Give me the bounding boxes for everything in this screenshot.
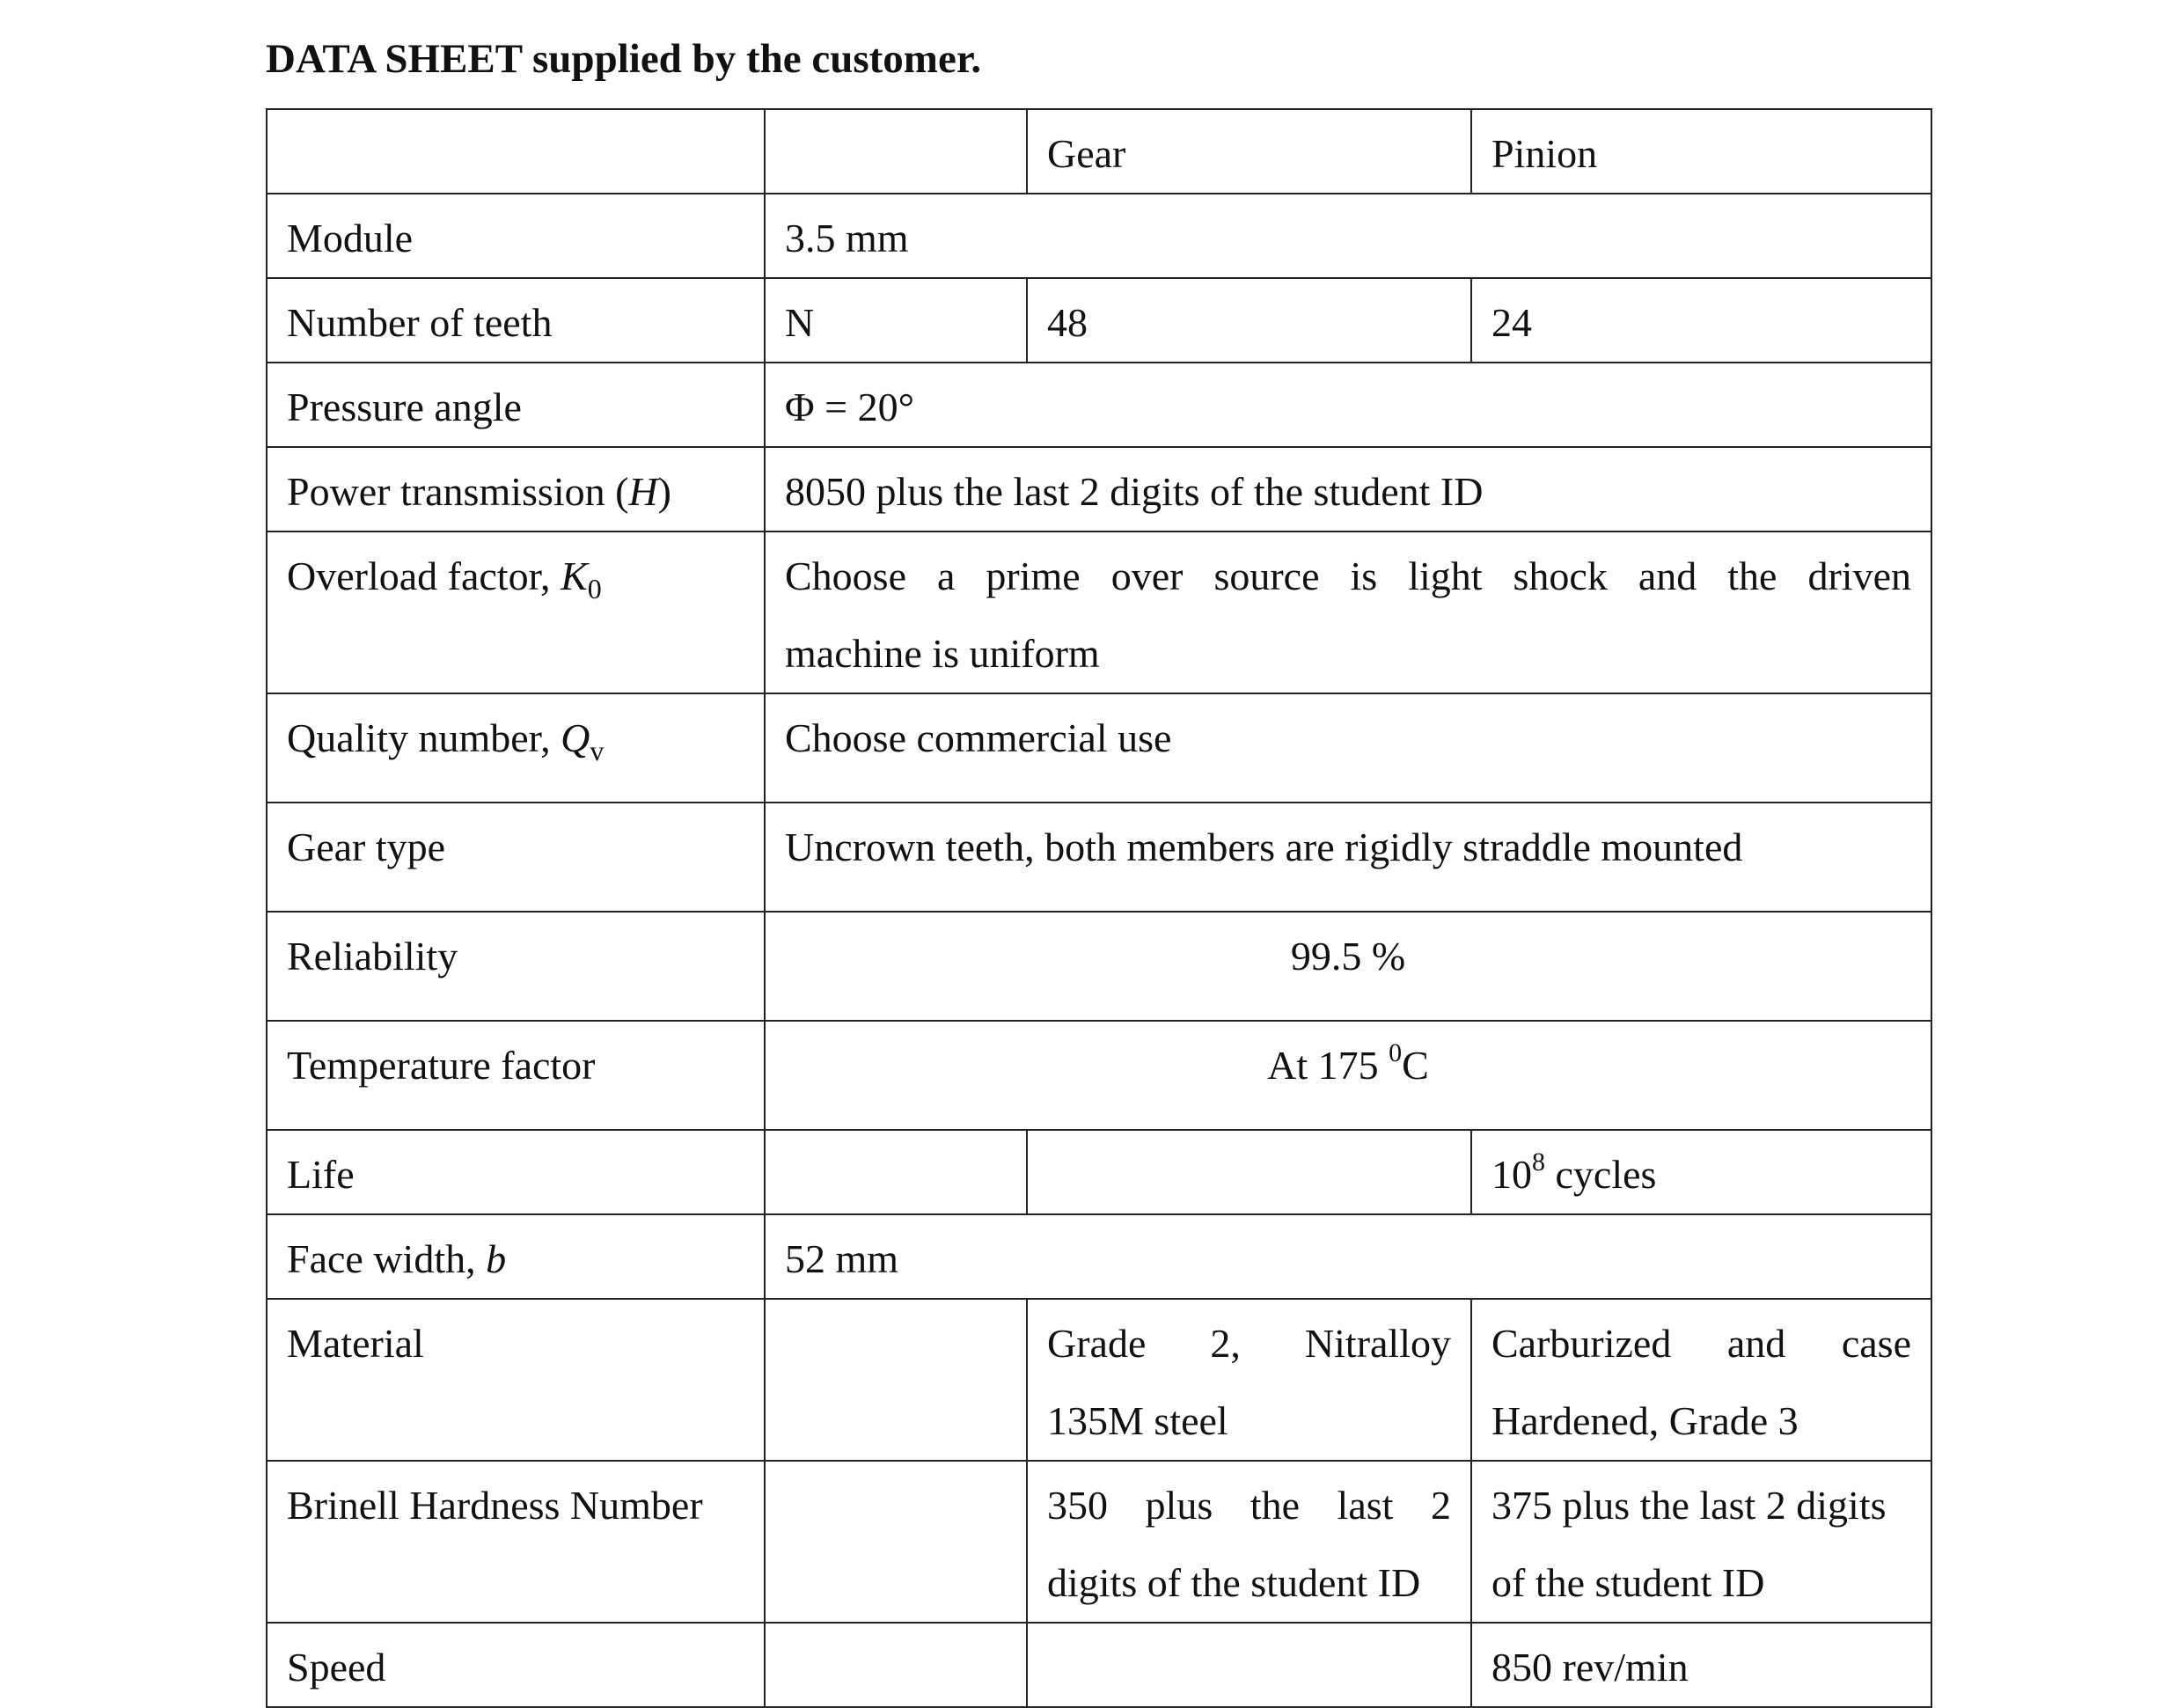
- overload-label-symbol: K: [561, 553, 588, 598]
- quality-label: [267, 693, 765, 803]
- reliability-value: 99.5 %: [765, 912, 1931, 1021]
- face-width-label-symbol: b: [486, 1236, 507, 1281]
- module-label: Module: [267, 194, 765, 278]
- row-gear-type: [267, 803, 1931, 912]
- hardness-gear-line2: digits of the student ID: [1047, 1560, 1421, 1605]
- row-life: [267, 1130, 1931, 1214]
- module-value: 3.5 mm: [765, 194, 1931, 278]
- quality-label-subscript: v: [590, 735, 605, 767]
- life-pinion-exponent: 8: [1532, 1147, 1545, 1177]
- row-module: [267, 194, 1931, 278]
- row-speed: [267, 1623, 1931, 1707]
- material-gear-line1: Grade 2, Nitralloy: [1047, 1321, 1451, 1366]
- material-label: Material: [267, 1299, 765, 1461]
- data-sheet-table: [266, 108, 1932, 1708]
- power-label-suffix: ): [657, 469, 671, 514]
- overload-value-line1: Choose a prime over source is light shock and the driven: [785, 553, 1911, 598]
- hardness-gear-line1: 350 plus the last 2: [1047, 1483, 1451, 1528]
- overload-label-prefix: Overload factor,: [287, 553, 561, 598]
- temperature-value-prefix: At 175: [1267, 1043, 1389, 1088]
- row-overload-factor: [267, 531, 1931, 693]
- hardness-pinion-line2: of the student ID: [1491, 1560, 1765, 1605]
- page-heading: DATA SHEET supplied by the customer.: [266, 36, 982, 82]
- face-width-label: [267, 1214, 765, 1299]
- row-reliability: [267, 912, 1931, 1021]
- reliability-label: Reliability: [267, 912, 765, 1021]
- material-symbol-cell: [765, 1299, 1027, 1461]
- material-pinion-value: [1471, 1299, 1931, 1461]
- row-power-transmission: [267, 447, 1931, 531]
- pressure-angle-value: Φ = 20°: [765, 363, 1931, 447]
- hardness-symbol-cell: [765, 1461, 1027, 1623]
- teeth-pinion-value: 24: [1471, 278, 1931, 363]
- power-label-prefix: Power transmission (: [287, 469, 629, 514]
- temperature-value: [765, 1021, 1931, 1130]
- quality-label-symbol: Q: [561, 715, 590, 760]
- speed-gear-cell: [1027, 1623, 1471, 1707]
- overload-value-line2: machine is uniform: [785, 631, 1100, 676]
- power-value: 8050 plus the last 2 digits of the student ID: [765, 447, 1931, 531]
- material-gear-value: [1027, 1299, 1471, 1461]
- speed-symbol-cell: [765, 1623, 1027, 1707]
- power-label: [267, 447, 765, 531]
- hardness-gear-value: [1027, 1461, 1471, 1623]
- header-cell-gear: Gear: [1027, 109, 1471, 194]
- header-cell-symbol: [765, 109, 1027, 194]
- row-material: [267, 1299, 1931, 1461]
- material-pinion-line2: Hardened, Grade 3: [1491, 1398, 1799, 1443]
- hardness-pinion-line1: 375 plus the last 2 digits: [1491, 1483, 1887, 1528]
- life-pinion-base: 10: [1491, 1152, 1532, 1197]
- overload-label-subscript: 0: [587, 573, 602, 605]
- life-pinion-suffix: cycles: [1545, 1152, 1657, 1197]
- life-pinion-value: [1471, 1130, 1931, 1214]
- temperature-unit: C: [1402, 1043, 1429, 1088]
- row-number-of-teeth: [267, 278, 1931, 363]
- material-gear-line2: 135M steel: [1047, 1398, 1228, 1443]
- speed-label: Speed: [267, 1623, 765, 1707]
- row-temperature-factor: [267, 1021, 1931, 1130]
- row-brinell-hardness: [267, 1461, 1931, 1623]
- hardness-label: Brinell Hardness Number: [267, 1461, 765, 1623]
- pressure-angle-label: Pressure angle: [267, 363, 765, 447]
- teeth-gear-value: 48: [1027, 278, 1471, 363]
- quality-value: Choose commercial use: [765, 693, 1931, 803]
- row-quality-number: [267, 693, 1931, 803]
- temperature-degree-sup: 0: [1389, 1037, 1403, 1067]
- teeth-label: Number of teeth: [267, 278, 765, 363]
- overload-label: [267, 531, 765, 693]
- header-row: [267, 109, 1931, 194]
- gear-type-value: Uncrown teeth, both members are rigidly straddle mounted: [765, 803, 1931, 912]
- speed-pinion-value: 850 rev/min: [1471, 1623, 1931, 1707]
- face-width-value: 52 mm: [765, 1214, 1931, 1299]
- header-cell-empty: [267, 109, 765, 194]
- row-pressure-angle: [267, 363, 1931, 447]
- overload-value: [765, 531, 1931, 693]
- row-face-width: [267, 1214, 1931, 1299]
- temperature-label: Temperature factor: [267, 1021, 765, 1130]
- material-pinion-line1: Carburized and case: [1491, 1321, 1911, 1366]
- life-gear-cell: [1027, 1130, 1471, 1214]
- life-label: Life: [267, 1130, 765, 1214]
- power-label-symbol: H: [628, 469, 658, 514]
- gear-type-label: Gear type: [267, 803, 765, 912]
- teeth-symbol: N: [765, 278, 1027, 363]
- face-width-label-prefix: Face width,: [287, 1236, 487, 1281]
- hardness-pinion-value: [1471, 1461, 1931, 1623]
- life-symbol-cell: [765, 1130, 1027, 1214]
- header-cell-pinion: Pinion: [1471, 109, 1931, 194]
- quality-label-prefix: Quality number,: [287, 715, 561, 760]
